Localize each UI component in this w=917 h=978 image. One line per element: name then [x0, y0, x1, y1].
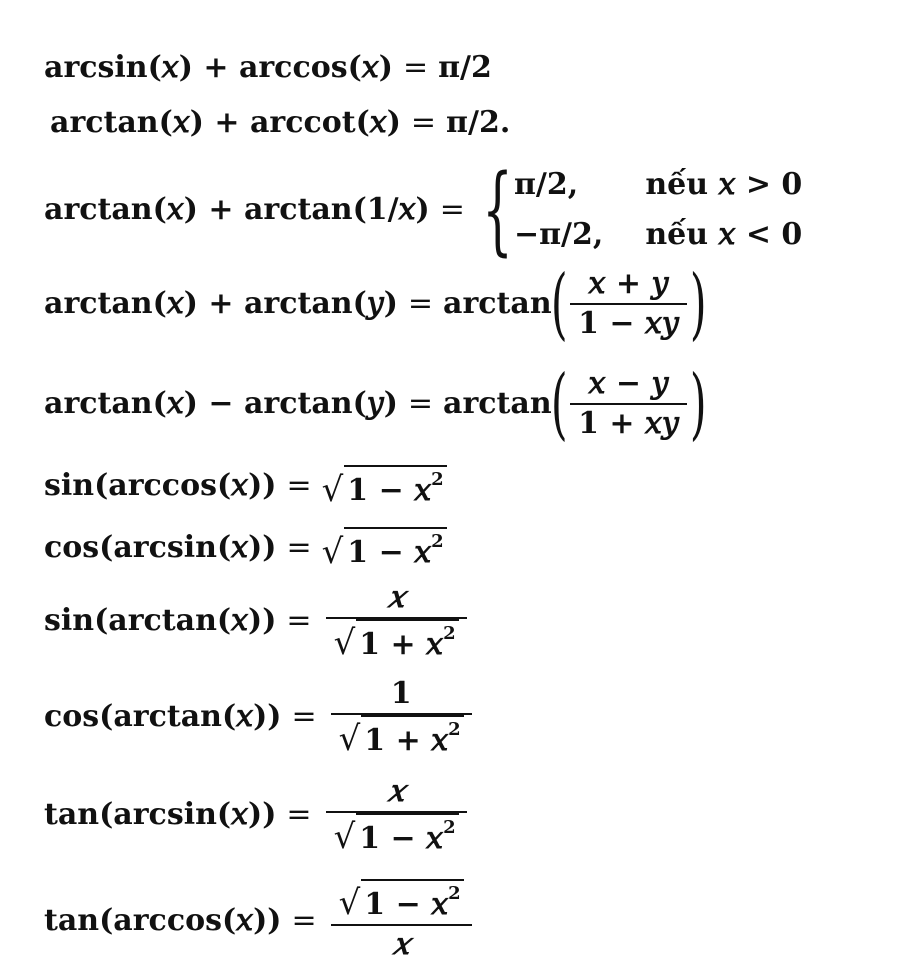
- denominator: [326, 619, 467, 664]
- numerator: 𝑥: [387, 773, 405, 809]
- formula-lhs: arctan(𝑥) + arctan(1/𝑥): [44, 192, 430, 227]
- numerator: 𝑥 − 𝑦: [588, 366, 669, 401]
- denominator: 1 + 𝑥𝑦: [578, 406, 679, 441]
- fraction: [326, 579, 467, 664]
- equals-sign: =: [286, 797, 312, 832]
- formula-arcsin-arccos: [44, 50, 492, 86]
- case-2-condition: nếu 𝑥 < 0: [645, 217, 803, 252]
- square-root: [334, 619, 459, 662]
- left-brace: {: [482, 154, 513, 266]
- equals-sign: =: [291, 699, 317, 734]
- equals-sign: =: [286, 468, 312, 503]
- radicand: 1 + 𝑥$^2$: [361, 715, 463, 758]
- right-paren: ): [689, 259, 707, 349]
- equals-sign: =: [407, 386, 434, 421]
- formula-lhs: tan(arcsin(𝑥)): [44, 797, 277, 832]
- function-name: arctan: [443, 286, 552, 321]
- numerator: [331, 879, 472, 924]
- formula-arctan-reciprocal: [44, 154, 803, 266]
- formula-rhs: π/2.: [446, 105, 511, 140]
- fraction: [331, 675, 472, 760]
- fraction: [570, 265, 687, 343]
- fraction: [326, 773, 467, 858]
- formula-rhs: π/2: [438, 50, 492, 85]
- equals-sign: =: [410, 105, 437, 140]
- formula-sin-arctan: [44, 578, 471, 664]
- formula-arctan-arccot: [50, 105, 510, 141]
- numerator: 1: [390, 675, 412, 711]
- fraction: [331, 879, 472, 964]
- radicand: 1 − 𝑥$^2$: [344, 465, 446, 508]
- radicand: 1 − 𝑥$^2$: [356, 813, 458, 856]
- denominator: 1 − 𝑥𝑦: [578, 306, 679, 341]
- radical-sign: √: [338, 718, 361, 759]
- numerator: 𝑥 + 𝑦: [588, 266, 669, 301]
- equals-sign: =: [402, 50, 429, 85]
- formula-tan-arcsin: [44, 772, 471, 858]
- denominator: 𝑥: [392, 926, 410, 962]
- cases-body: [514, 167, 802, 253]
- square-root: [322, 465, 447, 508]
- square-root: [339, 879, 464, 922]
- equals-sign: =: [291, 903, 317, 938]
- case-1-value: π/2,: [513, 167, 579, 202]
- formula-cos-arctan: [44, 674, 476, 760]
- denominator: [326, 813, 467, 858]
- fraction: [570, 365, 687, 443]
- radical-sign: √: [338, 882, 361, 923]
- formula-lhs: sin(arctan(𝑥)): [44, 603, 277, 638]
- formula-sin-arccos: [44, 466, 447, 510]
- equals-sign: =: [439, 192, 465, 227]
- equals-sign: =: [286, 603, 312, 638]
- radical-sign: √: [333, 816, 356, 857]
- formula-lhs: tan(arccos(𝑥)): [44, 903, 282, 938]
- radicand: 1 − 𝑥$^2$: [361, 879, 463, 922]
- case-2-value: −π/2,: [513, 217, 604, 252]
- right-paren: ): [689, 359, 707, 449]
- denominator: [331, 715, 472, 760]
- case-1-condition: nếu 𝑥 > 0: [645, 167, 803, 202]
- square-root: [339, 715, 464, 758]
- formula-lhs: cos(arctan(𝑥)): [44, 699, 282, 734]
- radical-sign: √: [321, 531, 344, 572]
- cases-block: [475, 154, 803, 266]
- radical-sign: √: [333, 622, 356, 663]
- formula-arctan-difference: [44, 359, 707, 449]
- function-name: arctan: [443, 386, 552, 421]
- formula-lhs: arcsin(𝑥) + arccos(𝑥): [44, 50, 393, 85]
- formula-cos-arcsin: [44, 528, 447, 572]
- equals-sign: =: [407, 286, 434, 321]
- left-paren: (: [550, 259, 568, 349]
- formula-lhs: sin(arccos(𝑥)): [44, 468, 277, 503]
- square-root: [322, 527, 447, 570]
- square-root: [334, 813, 459, 856]
- formula-lhs: arctan(𝑥) + arctan(𝑦): [44, 286, 398, 321]
- equals-sign: =: [286, 530, 312, 565]
- numerator: 𝑥: [387, 579, 405, 615]
- left-paren: (: [550, 359, 568, 449]
- radical-sign: √: [321, 469, 344, 510]
- formula-lhs: cos(arcsin(𝑥)): [44, 530, 277, 565]
- formula-lhs: arctan(𝑥) + arccot(𝑥): [50, 105, 401, 140]
- radicand: 1 + 𝑥$^2$: [356, 619, 458, 662]
- radicand: 1 − 𝑥$^2$: [344, 527, 446, 570]
- formula-lhs: arctan(𝑥) − arctan(𝑦): [44, 386, 398, 421]
- formula-arctan-sum: [44, 259, 707, 349]
- formula-tan-arccos: [44, 878, 476, 964]
